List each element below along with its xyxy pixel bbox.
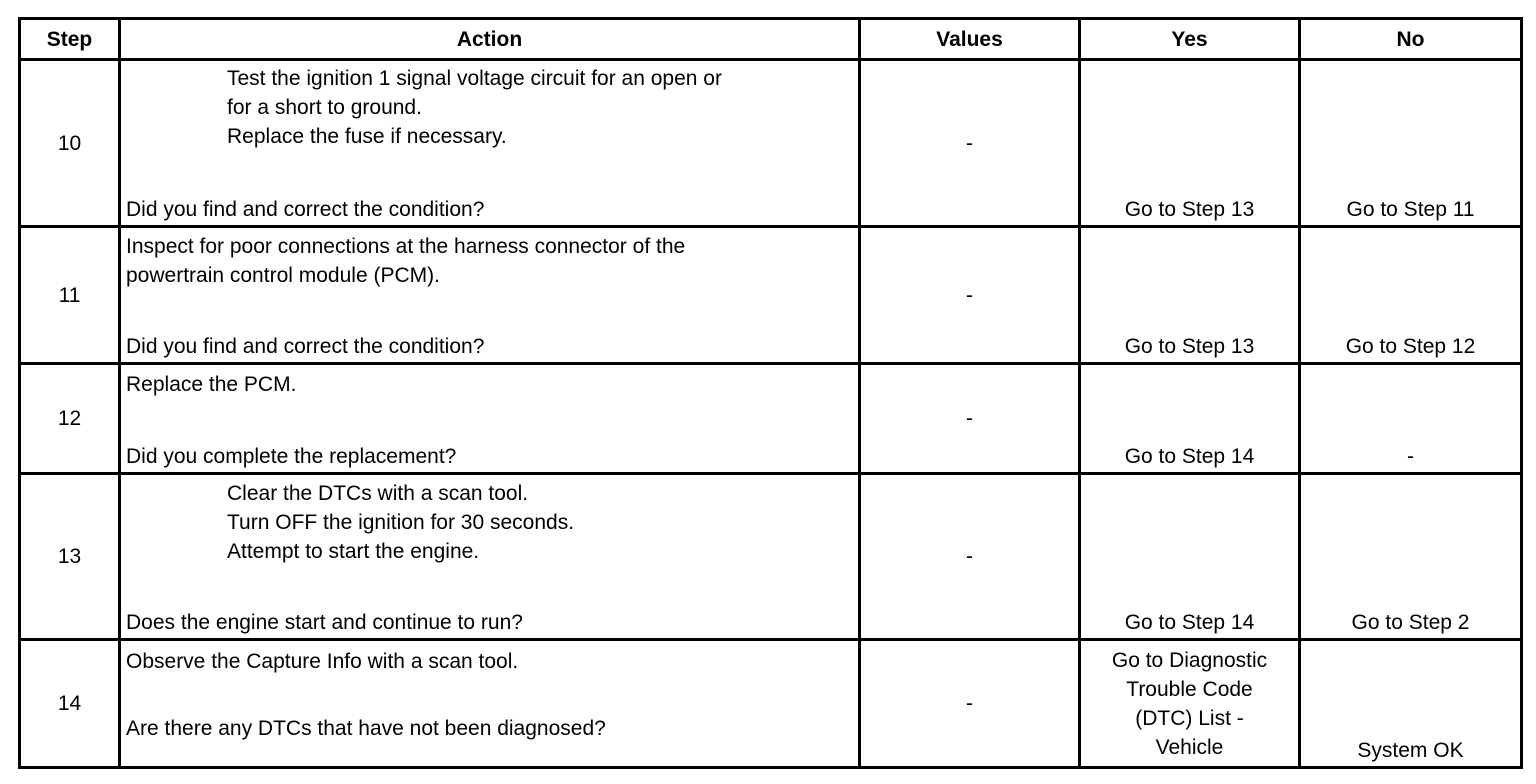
action-cell [120, 640, 860, 768]
yes-line: Trouble Code [1126, 678, 1253, 701]
action-cell [120, 227, 860, 364]
table-row [20, 474, 1522, 640]
action-cell [120, 364, 860, 474]
yes-cell: Go to Step 14 [1080, 474, 1300, 640]
no-cell: Go to Step 12 [1300, 227, 1522, 364]
no-cell: - [1300, 364, 1522, 474]
no-cell: Go to Step 2 [1300, 474, 1522, 640]
no-cell: System OK [1300, 640, 1522, 768]
yes-cell [1080, 640, 1300, 768]
step-number: 14 [20, 640, 120, 768]
action-cell [120, 474, 860, 640]
action-line: powertrain control module (PCM). [126, 264, 440, 287]
yes-cell: Go to Step 14 [1080, 364, 1300, 474]
header-step: Step [20, 19, 120, 60]
values-cell: - [860, 364, 1080, 474]
action-question: Did you find and correct the condition? [126, 335, 485, 358]
step-number: 13 [20, 474, 120, 640]
action-cell [120, 60, 860, 227]
table-row [20, 640, 1522, 768]
step-number: 11 [20, 227, 120, 364]
yes-line: (DTC) List - [1135, 707, 1244, 730]
header-values: Values [860, 19, 1080, 60]
values-cell: - [860, 474, 1080, 640]
header-no: No [1300, 19, 1522, 60]
action-line: Observe the Capture Info with a scan tool. [126, 650, 519, 673]
yes-cell: Go to Step 13 [1080, 227, 1300, 364]
yes-line: Go to Diagnostic [1111, 649, 1268, 672]
action-line: Attempt to start the engine. [227, 540, 480, 563]
header-yes: Yes [1080, 19, 1300, 60]
table-row [20, 364, 1522, 474]
yes-cell: Go to Step 13 [1080, 60, 1300, 227]
action-line: Clear the DTCs with a scan tool. [227, 482, 529, 505]
action-question: Are there any DTCs that have not been diagnosed? [126, 717, 606, 740]
action-line: Replace the PCM. [126, 373, 297, 396]
action-line: Inspect for poor connections at the harness connector of the [126, 235, 686, 258]
yes-line: Vehicle [1155, 736, 1224, 759]
action-question: Did you complete the replacement? [126, 445, 457, 468]
action-line: Turn OFF the ignition for 30 seconds. [227, 511, 575, 534]
action-question: Does the engine start and continue to run? [126, 611, 523, 634]
values-cell: - [860, 227, 1080, 364]
action-line: Replace the fuse if necessary. [227, 125, 507, 148]
action-question: Did you find and correct the condition? [126, 198, 485, 221]
table-row [20, 227, 1522, 364]
step-number: 10 [20, 60, 120, 227]
diagnostic-steps-table [18, 17, 1523, 769]
header-row [20, 19, 1522, 60]
table-row [20, 60, 1522, 227]
values-cell: - [860, 60, 1080, 227]
action-line: for a short to ground. [227, 96, 422, 119]
action-line: Test the ignition 1 signal voltage circuit for an open or [227, 67, 722, 90]
no-cell: Go to Step 11 [1300, 60, 1522, 227]
step-number: 12 [20, 364, 120, 474]
values-cell: - [860, 640, 1080, 768]
header-action: Action [120, 19, 860, 60]
